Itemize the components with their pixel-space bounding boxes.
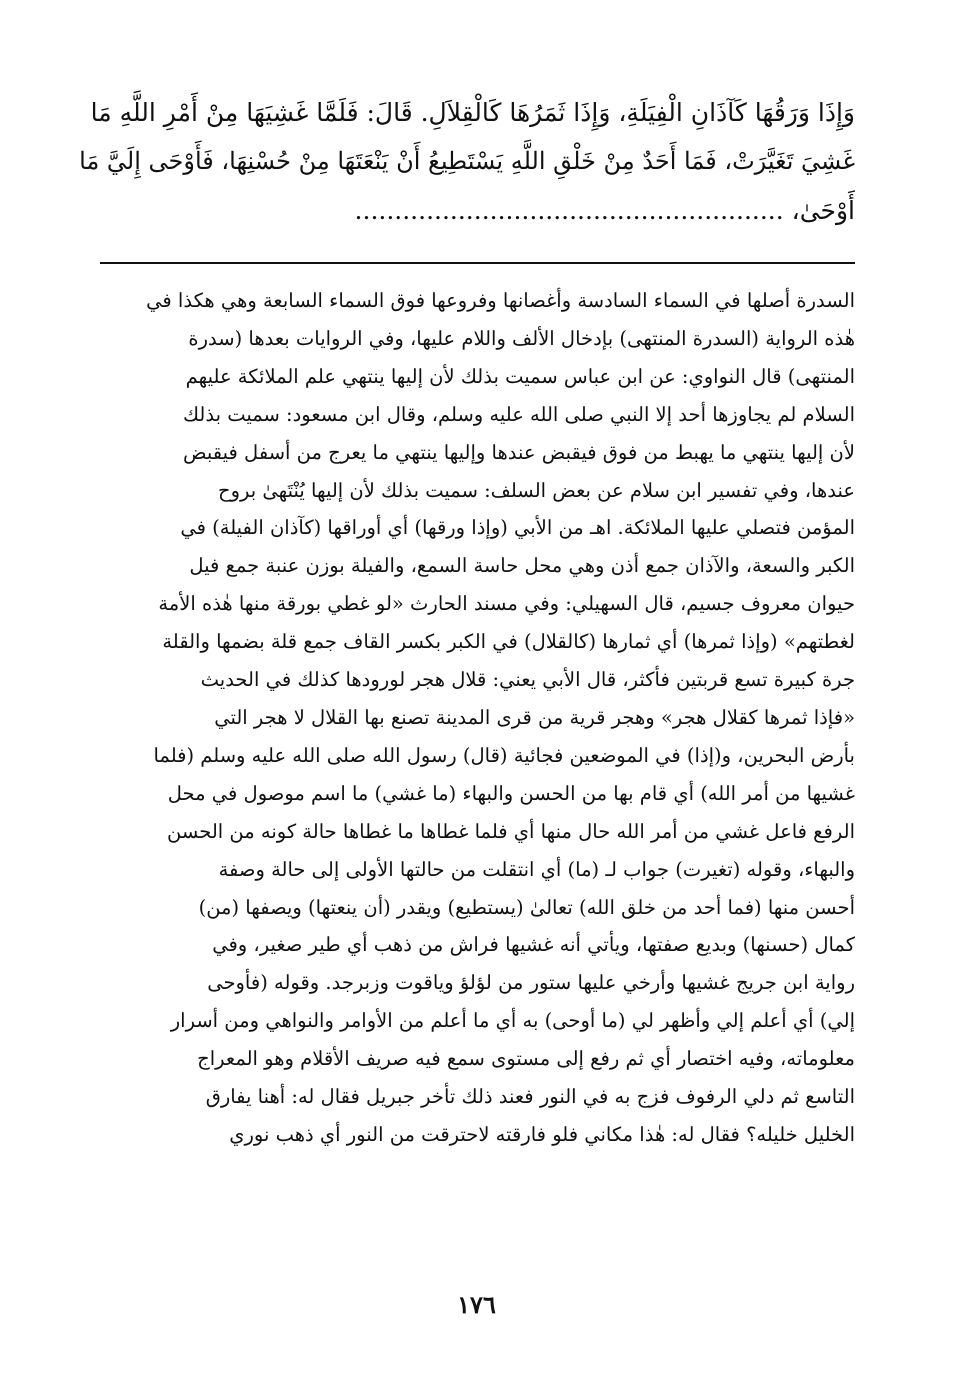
- hadith-text: [68, 88, 855, 235]
- commentary-line: أحسن منها (فما أحد من خلق الله) تعالىٰ (يستطيع) ويقدر (أن ينعتها) ويصفها (من): [198, 895, 855, 919]
- commentary-line: لغطتهم» (وإذا ثمرها) أي ثمارها (كالقلال) في الكبر بكسر القاف جمع قلة بضمها والقلة: [162, 630, 855, 654]
- commentary-line: الخليل خليله؟ فقال له: هٰذا مكاني فلو فارقته لاحترقت من النور أي ذهب نوري: [229, 1122, 855, 1146]
- commentary-line: حيوان معروف جسيم، قال السهيلي: وفي مسند الحارث «لو غطي بورقة منها هٰذه الأمة: [158, 592, 855, 616]
- commentary-line: المؤمن فتصلي عليها الملائكة. اهـ من الأبي (وإذا ورقها) أي أوراقها (كآذان الفيلة) في: [180, 516, 855, 540]
- commentary-text: [90, 282, 855, 1154]
- commentary-line: هٰذه الرواية (السدرة المنتهى) بإدخال الألف واللام عليها، وفي الروايات بعدها (سدرة: [188, 326, 855, 350]
- commentary-line: جرة كبيرة تسع قربتين فأكثر، قال الأبي يعني: قلال هجر لورودها كذلك في الحديث: [200, 668, 855, 692]
- commentary-line: معلوماته، وفيه اختصار أي ثم رفع إلى مستوى سمع فيه صريف الأقلام وهو المعراج: [197, 1047, 855, 1071]
- commentary-line: رواية ابن جريج غشيها وأرخي عليها ستور من لؤلؤ وياقوت وزبرجد. وقوله (فأوحى: [207, 971, 855, 995]
- commentary-line: السلام لم يجاوزها أحد إلا النبي صلى الله عليه وسلم، وقال ابن مسعود: سميت بذلك: [182, 402, 855, 426]
- commentary-line: كمال (حسنها) وبديع صفتها، ويأتي أنه غشيها فراش من ذهب أي طير صغير، وفي: [212, 933, 855, 957]
- hadith-line: غَشِيَ تَغَيَّرَتْ، فَمَا أَحَدٌ مِنْ خَلْقِ اللَّهِ يَسْتَطِيعُ أَنْ يَنْعَتَهَا مِنْ حُسْنِهَا، فَأَوْحَى إِلَيَّ مَا: [79, 147, 855, 175]
- commentary-line: بأرض البحرين، و(إذا) في الموضعين فجائية (قال) رسول الله صلى الله عليه وسلم (فلما: [153, 743, 855, 767]
- commentary-line: غشيها من أمر الله) أي قام بها من الحسن والبهاء (ما غشي) ما اسم موصول في محل: [167, 781, 855, 805]
- commentary-line: إلي) أي أعلم إلي وأظهر لي (ما أوحى) به أي ما أعلم من الأوامر والنواهي ومن أسرار: [170, 1009, 855, 1033]
- commentary-line: «فإذا ثمرها كقلال هجر» وهجر قرية من قرى المدينة تصنع بها القلال لا هجر التي: [214, 705, 855, 729]
- commentary-line: التاسع ثم دلي الرفوف فزج به في النور فعند ذلك تأخر جبريل فقال له: أهنا يفارق: [205, 1085, 855, 1109]
- page-number: ١٧٦: [457, 1290, 496, 1319]
- commentary-line: لأن إليها ينتهي ما يهبط من فوق فيقبض عندها وإليها ينتهي ما يعرج من أسفل فيقبض: [183, 440, 855, 464]
- commentary-line: عندها، وفي تفسير ابن سلام عن بعض السلف: سميت بذلك لأن إليها يُنْتَهىٰ بروح: [217, 478, 855, 502]
- commentary-line: والبهاء، وقوله (تغيرت) جواب لـ (ما) أي انتقلت من حالتها الأولى إلى حالة وصفة: [218, 857, 855, 881]
- commentary-line: السدرة أصلها في السماء السادسة وأغصانها وفروعها فوق السماء السابعة وهي هكذا في: [146, 289, 855, 312]
- hadith-line: أَوْحَىٰ، ......................................................: [354, 196, 855, 225]
- separator-rule: [100, 262, 855, 264]
- commentary-line: المنتهى) قال النواوي: عن ابن عباس سميت بذلك لأن إليها ينتهي علم الملائكة عليهم: [185, 364, 855, 388]
- commentary-line: الكبر والسعة، والآذان جمع أذن وهي محل حاسة السمع، والفيلة بوزن عنبة جمع فيل: [189, 554, 855, 578]
- commentary-line: الرفع فاعل غشي من أمر الله حال منها أي فلما غطاها ما غطاها حالة كونه من الحسن: [167, 819, 855, 843]
- hadith-line: وَإِذَا وَرَقُهَا كَآذَانِ الْفِيَلَةِ، وَإِذَا ثَمَرُهَا كَالْقِلاَلِ. قَالَ: فَلَمَّا غَشِيَهَا مِنْ أَمْرِ اللَّهِ مَا: [90, 98, 855, 127]
